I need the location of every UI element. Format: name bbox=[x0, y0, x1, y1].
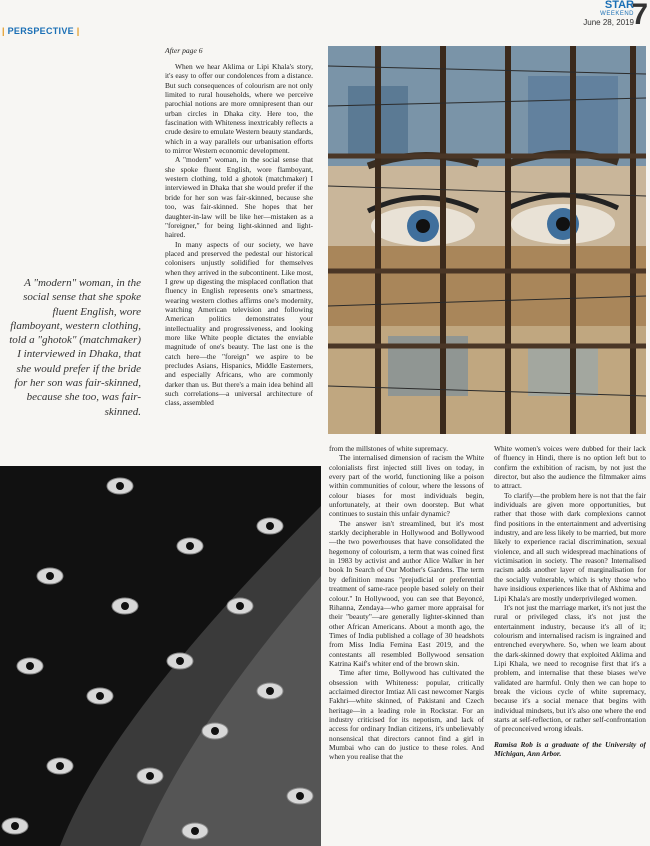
article-column-1 bbox=[165, 62, 313, 466]
paragraph: White women's voices were dubbed for their lack of fluency in Hindi, there is no option left but to confirm the exhibition of racism, by not just the director, but also the audience the filmmaker aims to attract. bbox=[494, 444, 646, 491]
paragraph: When we hear Aklima or Lipi Khala's story, it's easy to offer our condolences from a distance. But such consequences of colourism are not only limited to rural households, where we perceive parochial notions are more omnipresent than our urban circles in Dhaka city. Here too, the fascination with Whiteness inextricably reflects a crude desire to emulate Western beauty standards, which in a way parallels our urbanisation efforts to mirror Western economic development. bbox=[165, 62, 313, 156]
paragraph: To clarify—the problem here is not that the fair individuals are given more opportunities, but rather that those with dark complexions cannot find positions in the entertainment and advertising industry, and are less likely to be married, but more likely to experience racial discrimination, sexual violence, and all such widespread machinations of victimisation in society. The reason? Internalised racism adds another layer of marginalisation for the socially vulnerable, which is why those who have insidious experiences like that of Akhima and Lipi Khala's are mostly underprivileged women. bbox=[494, 490, 646, 603]
masthead bbox=[583, 0, 634, 28]
continuation-note: After page 6 bbox=[165, 46, 203, 55]
section-label: PERSPECTIVE bbox=[7, 26, 74, 36]
section-bar-right: | bbox=[73, 26, 80, 36]
section-bar-left: | bbox=[2, 26, 8, 36]
paragraph: from the millstones of white supremacy. bbox=[329, 444, 448, 453]
paragraph: In many aspects of our society, we have placed and preserved the pedestal our historical colonisers unjustly solidified for themselves when they arrived in the subcontinent. Like most, I grew up digesting the misplaced conflation that fluency in English represents one's smartness, wearing western clothes affirms one's modernity, watching American television and following American politics demonstrates your intellectuality and progressiveness, and looking more like White people dictates the enviable magnitude of one's beauty. The last one is the catch here—the "foreign" we aspire to be precludes Asians, Hispanics, Middle Easterners, and especially Africans, who are commonly darker than us. But there's a main idea behind all such correlations—a universal architecture of class, assembled bbox=[165, 239, 313, 408]
masthead-weekend: WEEKEND bbox=[600, 11, 634, 17]
paragraph: It's not just the marriage market, it's not just the rural or privileged class, it's not just the entertainment industry, because it's all of it; colourism and internalised racism is ingrained and entrenched everywhere. So, when we learn about the dark-skinned dowry that exploited Aklima and Lipi Khala, we need to recognise first that it's a problem, and internalise that these biases we've validated are harmful. Only then we can hope to break the vicious cycle of white supremacy, because it's a social menace that begins with individual mindsets, but it's also one where the end starts at self-reflection, or rather self-confrontation of preconceived wrong ideals. bbox=[494, 602, 646, 734]
article-column-3 bbox=[494, 444, 646, 846]
photo-eyes-pattern bbox=[0, 466, 321, 846]
paragraph: Time after time, Bollywood has cultivated the obsession with Whiteness: popular, critically acclaimed director Imtiaz Ali cast newcomer Nargis Fakhri—white skinned, of Pakistani and Czech heritage—in a leading role in Rockstar. For an industry criticised for its nepotism, and lack of access for ordinary Indian citizens, it's unbelievably nonsensical that directors cannot find a girl in Mumbai who can do justice to these roles. And when you realise that the bbox=[329, 668, 484, 762]
photo-eyes-behind-bars bbox=[328, 46, 646, 434]
paragraph: The internalised dimension of racism the White colonialists first injected still lives on today, in every part of the world, functioning like a poison within communities of colour, where the lessons of colour biases for most individuals begin, unfortunately, at their own doorstep. But what continues to sustain this unfair dynamic? bbox=[329, 453, 484, 519]
article-column-2 bbox=[329, 444, 484, 846]
pull-quote: A "modern" woman, in the social sense that she spoke fluent English, wore flamboyant, western clothing, told a "ghotok" (matchmaker) I interviewed in Dhaka, that she would prefer if the bride for her son was fair-skinned, because she too, was fair-skinned. bbox=[9, 277, 141, 418]
paragraph: A "modern" woman, in the social sense that she spoke fluent English, wore flamboyant, western clothing, told a ghotok (matchmaker) I interviewed in Dhaka that she would prefer if the bride for her son was fair-skinned, because she too, was fair-skinned. She hopes that her daughter-in-law will be like her—mistaken as a "foreigner," for being light-skinned and light-haired. bbox=[165, 155, 313, 240]
paragraph: The answer isn't streamlined, but it's most starkly decipherable in Hollywood and Bollywood—the two powerhouses that have consolidated the hegemony of colourism, a term that was coined first in 1983 by activist and author Alice Walker in her book In Search of Our Mother's Gardens. The term by definition means "prejudicial or preferential treatment of same-race people based solely on their colour." In Hollywood, you can see that Beyoncé, Rihanna, Zendaya—who garner more appraisal for their "beauty"—are generally lighter-skinned than other African Americans. About a month ago, the Times of India published a collage of 30 headshots from Miss India Femina East 2019, and the contestants all resembled Bollywood sensation Katrina Kaif's whiter end of the brown skin. bbox=[329, 518, 484, 668]
issue-date: June 28, 2019 bbox=[583, 18, 634, 27]
masthead-star: STAR bbox=[604, 0, 634, 11]
page-number: 7 bbox=[631, 0, 648, 31]
section-tag bbox=[2, 26, 80, 36]
author-byline: Ramisa Rob is a graduate of the University of Michigan, Ann Arbor. bbox=[494, 739, 646, 758]
